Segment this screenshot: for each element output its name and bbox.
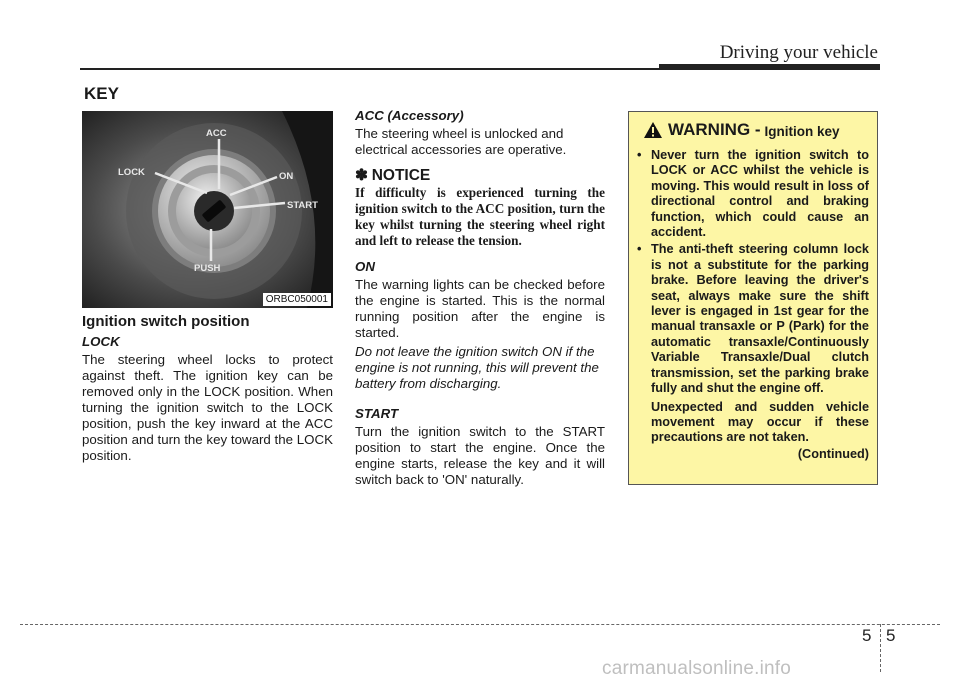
watermark: carmanualsonline.info — [602, 658, 792, 679]
warning-item-text: Never turn the ignition switch to LOCK or ACC whilst the vehicle is moving. This would result in loss of directional control and braking function, which could cause an accident. — [651, 148, 869, 240]
lock-text: The steering wheel locks to protect against theft. The ignition key can be removed only in the LOCK position. When turning the ignition switch to the LOCK position, push the key inward at the ACC position and turn the key toward the LOCK position. — [82, 352, 333, 463]
left-column — [82, 314, 333, 464]
warning-item-text: The anti-theft steering column lock is not a substitute for the parking brake. Before leaving the driver's seat, always make sure the shift lever is engaged in 1st gear for the manual transaxle or P (Park) for the automatic transaxle/Continuously Variable Transaxle/Dual clutch transmission, set the parking brake fully and shut the engine off. — [651, 242, 869, 396]
middle-column — [355, 108, 605, 488]
warning-header — [643, 120, 840, 140]
start-title: START — [355, 406, 399, 421]
warning-item — [637, 148, 869, 240]
label-start: START — [287, 200, 318, 211]
warning-list — [637, 148, 869, 462]
on-title: ON — [355, 259, 375, 274]
on-text: The warning lights can be checked before the engine is started. This is the normal running position after the engine is started. — [355, 277, 605, 340]
label-acc: ACC — [206, 128, 227, 139]
section-title: KEY — [84, 84, 119, 103]
page-number: 5 — [886, 626, 896, 645]
figure-code: ORBC050001 — [263, 293, 331, 306]
ignition-switch-photo — [82, 111, 333, 308]
chapter-number: 5 — [862, 626, 872, 645]
label-push: PUSH — [194, 263, 221, 274]
warning-box — [628, 111, 878, 485]
warning-title: WARNING - — [668, 120, 761, 139]
ignition-switch-illustration — [82, 111, 333, 308]
warning-subtitle: Ignition key — [764, 124, 840, 139]
notice-title: NOTICE — [371, 167, 431, 184]
header-rule-thick — [659, 64, 880, 70]
bullet-icon: • — [637, 242, 642, 257]
label-on: ON — [279, 171, 294, 182]
lock-title: LOCK — [82, 334, 120, 349]
footer-rule — [20, 624, 940, 625]
label-lock: LOCK — [118, 167, 145, 178]
warning-extra: Unexpected and sudden vehicle movement may occur if these precautions are not taken. — [651, 399, 869, 445]
warning-continued: (Continued) — [797, 446, 869, 461]
footer-divider — [880, 624, 881, 672]
acc-title: ACC (Accessory) — [355, 108, 464, 123]
ignition-heading: Ignition switch position — [82, 313, 250, 330]
notice-icon: ✽ — [355, 167, 368, 184]
start-text: Turn the ignition switch to the START position to start the engine. Once the engine starts, release the key and it will switch back to 'ON' naturally. — [355, 424, 605, 487]
notice-heading — [355, 168, 605, 184]
warning-item — [637, 242, 869, 396]
bullet-icon: • — [637, 148, 642, 162]
on-note: Do not leave the ignition switch ON if the engine is not running, this will prevent the battery from discharging. — [355, 344, 599, 391]
acc-text: The steering wheel is unlocked and electrical accessories are operative. — [355, 126, 567, 157]
notice-text: If difficulty is experienced turning the ignition switch to the ACC position, turn the key whilst turning the steering wheel right and left to release the tension. — [355, 185, 605, 248]
header-title: Driving your vehicle — [719, 42, 878, 63]
warning-triangle-icon — [643, 121, 663, 139]
